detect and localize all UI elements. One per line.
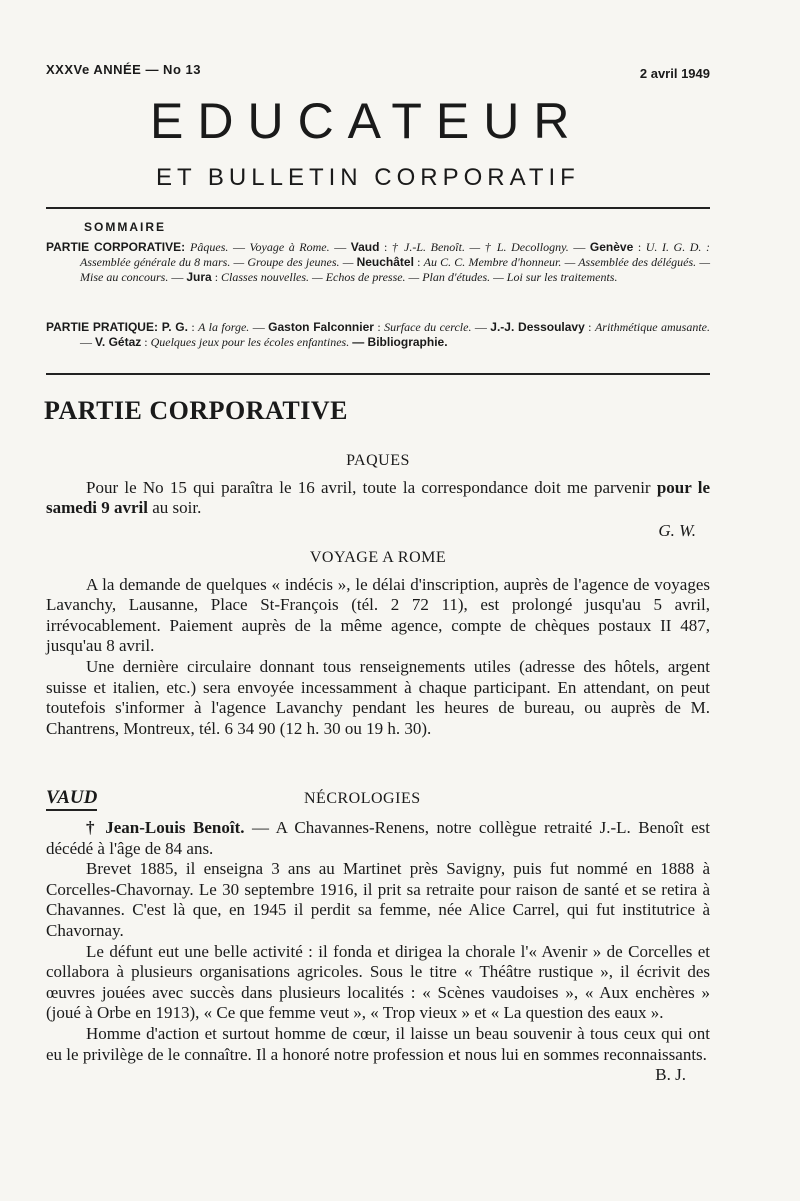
summary-label-neuchatel: Neuchâtel <box>356 255 414 269</box>
summary-label-dessoulavy: J.-J. Dessoulavy <box>490 320 585 334</box>
summary-label-vaud: Vaud <box>350 240 380 254</box>
necro-p3: Le défunt eut une belle activité : il fonda et dirigea la chorale l'« Avenir » de Corcelles et collabora à plusieurs organisations agricoles. Sous le titre « Théâtre rustique », il écrivit des œuvres jouées avec succès dans plusieurs localités : « Scènes vaudoises », « Aux enchères » (joué à Orbe en 1913), « Ce que femme veut », « Trop vieux » et « La question des eaux ». <box>46 941 710 1023</box>
summary-voyage: Voyage à Rome. <box>249 240 330 254</box>
summary-label-corporative: PARTIE CORPORATIVE <box>46 240 182 254</box>
summary-label-geneve: Genève <box>589 240 634 254</box>
deceased-name: Jean-Louis Benoît. <box>105 818 245 837</box>
summary-vaud-items: † J.-L. Benoît. — † L. Decollogny. <box>391 240 569 254</box>
issue-number: XXXVe ANNÉE — No 13 <box>46 62 201 77</box>
paques-text: Pour le No 15 qui paraîtra le 16 avril, toute la correspondance doit me parvenir pour le samedi 9 avril au soir. <box>46 477 710 518</box>
top-rule <box>46 207 710 209</box>
necro-p2: Brevet 1885, il enseigna 3 ans au Martinet près Savigny, puis fut nommé en 1888 à Corcelles-Chavornay. Le 30 septembre 1916, il prit sa retraite pour raison de santé et se retira à Chavannes. C'est là que, en 1945 il perdit sa femme, née Alice Carrel, qui fut institutrice à Chavornay. <box>46 859 710 940</box>
summary-getaz-item: Quelques jeux pour les écoles enfantines. <box>150 335 350 349</box>
masthead-title: EDUCATEUR <box>150 93 584 149</box>
summary-label-pg: P. G. <box>161 320 188 334</box>
summary-neuchatel-items: Au C. C. Membre d'honneur. — Assemblée des délégués. — Mise au concours. <box>80 255 711 284</box>
issue-date: 2 avril 1949 <box>639 66 710 81</box>
voyage-title: VOYAGE A ROME <box>309 549 447 566</box>
masthead-subtitle: ET BULLETIN CORPORATIF <box>156 164 580 191</box>
sommaire-pratique: PARTIE PRATIQUE: P. G. : A la forge. — Gaston Falconnier : Surface du cercle. — J.-J. Dessoulavy : Arithmétique amusante. — V. Gétaz : Quelques jeux pour les écoles enfantines. — Bibliographie. <box>46 320 711 349</box>
paques-title: PAQUES <box>346 452 410 469</box>
cross-icon: † <box>86 818 98 837</box>
bottom-rule <box>46 373 710 375</box>
summary-bibliographie: — Bibliographie. <box>352 335 448 349</box>
necrologies-title: NÉCROLOGIES <box>304 790 421 807</box>
necro-signature: B. J. <box>655 1065 686 1085</box>
summary-colon: : <box>181 240 191 254</box>
article-necrologies <box>46 818 710 1086</box>
summary-label-jura: Jura <box>186 270 212 284</box>
paques-signature: G. W. <box>658 520 696 540</box>
article-voyage <box>46 548 710 739</box>
summary-dessoulavy-item: Arithmétique amusante. <box>594 320 711 334</box>
voyage-p1: A la demande de quelques « indécis », le délai d'inscription, auprès de l'agence de voyages Lavanchy, Lausanne, Place St-François (tél. 2 72 11), est prolongé jusqu'au 5 avril, irrévocablement. Paiement auprès de la même agence, compte de chèques postaux II 487, jusqu'au 8 avril. <box>46 574 710 656</box>
sommaire-corporative: PARTIE CORPORATIVE: Pâques. — Voyage à Rome. — Vaud : † J.-L. Benoît. — † L. Decollogny. — Genève : U. I. G. D. : Assemblée générale du 8 mars. — Groupe des jeunes. — Neuchâtel : Au C. C. Membre d'honneur. — Assemblée des délégués. — Mise au concours. — Jura : Classes nouvelles. — Echos de presse. — Plan d'études. — Loi sur les traitements. <box>46 240 711 284</box>
summary-geneve-items: U. I. G. D. : Assemblée générale du 8 mars. — Groupe des jeunes. — <box>80 240 710 269</box>
necro-p4: Homme d'action et surtout homme de cœur, il laisse un beau souvenir à tous ceux qui ont eu le privilège de le connaître. Il a honoré notre profession et nous lui en sommes reconnaissants. <box>46 1023 710 1064</box>
summary-falconnier-item: Surface du cercle. <box>384 320 472 334</box>
article-paques <box>46 451 710 541</box>
summary-label-falconnier: Gaston Falconnier <box>268 320 374 334</box>
summary-label-getaz: V. Gétaz <box>95 335 142 349</box>
summary-pg-item: A la forge. <box>198 320 250 334</box>
summary-jura-items: Classes nouvelles. — Echos de presse. — Plan d'études. — Loi sur les traitements. <box>221 270 618 284</box>
necro-p1: † Jean-Louis Benoît. — A Chavannes-Renens, notre collègue retraité J.-L. Benoît est décédé à l'âge de 84 ans. <box>46 818 710 858</box>
summary-paques: Pâques. <box>190 240 229 254</box>
section-title: PARTIE CORPORATIVE <box>44 396 348 425</box>
vaud-heading: VAUD <box>46 787 97 811</box>
voyage-p2: Une dernière circulaire donnant tous renseignements utiles (adresse des hôtels, argent suisse et italien, etc.) sera envoyée incessamment à chaque participant. En attendant, on peut toutefois s'informer à l'agence Lavanchy pendant les heures de bureau, ou auprès de M. Chantrens, Montreux, tél. 6 34 90 (12 h. 30 ou 19 h. 30). <box>46 656 710 738</box>
summary-label-pratique: PARTIE PRATIQUE <box>46 320 154 334</box>
sommaire-title: SOMMAIRE <box>84 220 166 234</box>
